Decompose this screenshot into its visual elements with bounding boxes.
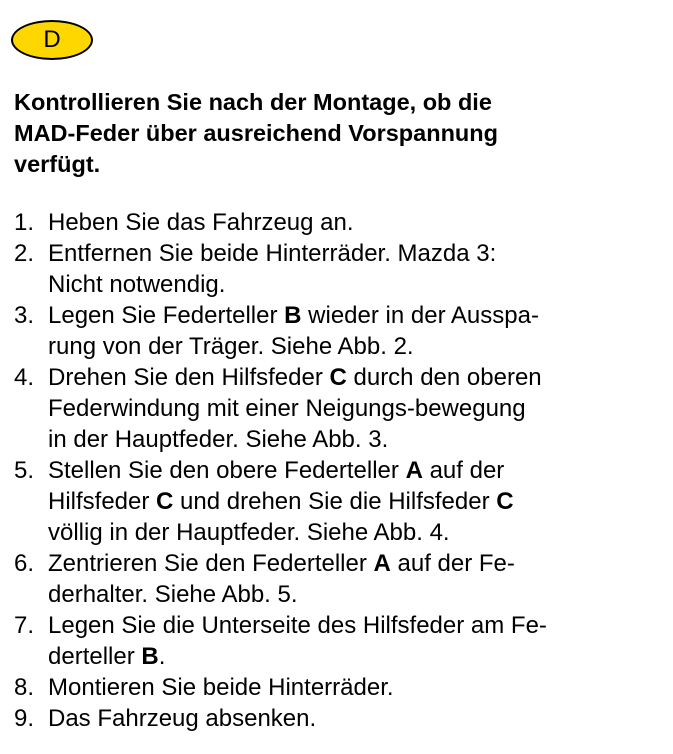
step-item (14, 238, 664, 300)
step-text (48, 362, 664, 455)
step-text-segment: Federwindung mit einer Neigungs-bewegung (48, 395, 526, 422)
step-line (48, 300, 664, 331)
step-text (48, 207, 664, 238)
step-line (48, 393, 664, 424)
heading-line: MAD-Feder über ausreichend Vorspannung (14, 120, 498, 146)
step-line (48, 238, 664, 269)
step-line (48, 362, 664, 393)
instruction-heading (14, 87, 634, 180)
step-text-segment: Heben Sie das Fahrzeug an. (48, 209, 354, 236)
step-text-segment: rung von der Träger. Siehe Abb. 2. (48, 333, 414, 360)
step-number: 2. (14, 240, 35, 267)
step-text-segment: durch den oberen (346, 364, 542, 391)
step-number: 3. (14, 302, 35, 329)
step-part-label: C (329, 364, 347, 391)
step-item (14, 548, 664, 610)
step-item (14, 703, 664, 734)
step-text (48, 300, 664, 362)
step-item (14, 362, 664, 455)
step-item (14, 455, 664, 548)
step-text-segment: derhalter. Siehe Abb. 5. (48, 581, 298, 608)
step-text-segment: Legen Sie die Unterseite des Hilfsfeder am Fe- (48, 612, 547, 639)
section-badge-label: D (43, 26, 61, 53)
step-number: 7. (14, 612, 35, 639)
step-item (14, 207, 664, 238)
step-text-segment: Zentrieren Sie den Federteller (48, 550, 374, 577)
step-line (48, 486, 664, 517)
step-text-segment: völlig in der Hauptfeder. Siehe Abb. 4. (48, 519, 450, 546)
step-number: 6. (14, 550, 35, 577)
step-line (48, 703, 664, 734)
step-text-segment: auf der Fe- (390, 550, 515, 577)
step-part-label: A (405, 457, 423, 484)
step-text-segment: Entfernen Sie beide Hinterräder. Mazda 3: (48, 240, 497, 267)
step-text-segment: wieder in der Ausspa- (301, 302, 539, 329)
step-item (14, 300, 664, 362)
step-text-segment: und drehen Sie die Hilfsfeder (173, 488, 497, 515)
step-text-segment: derteller (48, 643, 142, 670)
step-text (48, 610, 664, 672)
step-text-segment: Hilfsfeder (48, 488, 157, 515)
heading-line: Kontrollieren Sie nach der Montage, ob die (14, 89, 492, 115)
step-text (48, 672, 664, 703)
step-line (48, 207, 664, 238)
step-line (48, 548, 664, 579)
step-number: 8. (14, 674, 35, 701)
step-text-segment: auf der (422, 457, 505, 484)
step-text (48, 455, 664, 548)
step-line (48, 579, 664, 610)
step-line (48, 672, 664, 703)
step-line (48, 331, 664, 362)
steps-list (14, 207, 664, 734)
step-text-segment: Nicht notwendig. (48, 271, 226, 298)
step-text-segment: . (158, 643, 166, 670)
step-part-label: A (373, 550, 391, 577)
step-number: 9. (14, 705, 35, 732)
step-number: 1. (14, 209, 35, 236)
step-number: 5. (14, 457, 35, 484)
step-line (48, 269, 664, 300)
step-line (48, 455, 664, 486)
step-item (14, 672, 664, 703)
step-part-label: C (156, 488, 174, 515)
section-badge (11, 20, 93, 60)
step-text-segment: in der Hauptfeder. Siehe Abb. 3. (48, 426, 389, 453)
step-text-segment: Das Fahrzeug absenken. (48, 705, 317, 732)
step-line (48, 424, 664, 455)
step-line (48, 517, 664, 548)
step-text (48, 703, 664, 734)
step-text-segment: Legen Sie Federteller (48, 302, 285, 329)
step-part-label: C (496, 488, 514, 515)
step-part-label: B (141, 643, 159, 670)
step-item (14, 610, 664, 672)
heading-line: verfügt. (14, 151, 101, 177)
step-text-segment: Drehen Sie den Hilfsfeder (48, 364, 330, 391)
step-line (48, 610, 664, 641)
step-text-segment: Stellen Sie den obere Federteller (48, 457, 406, 484)
step-part-label: B (284, 302, 302, 329)
step-number: 4. (14, 364, 35, 391)
step-text-segment: Montieren Sie beide Hinterräder. (48, 674, 394, 701)
step-text (48, 238, 664, 300)
step-line (48, 641, 664, 672)
step-text (48, 548, 664, 610)
